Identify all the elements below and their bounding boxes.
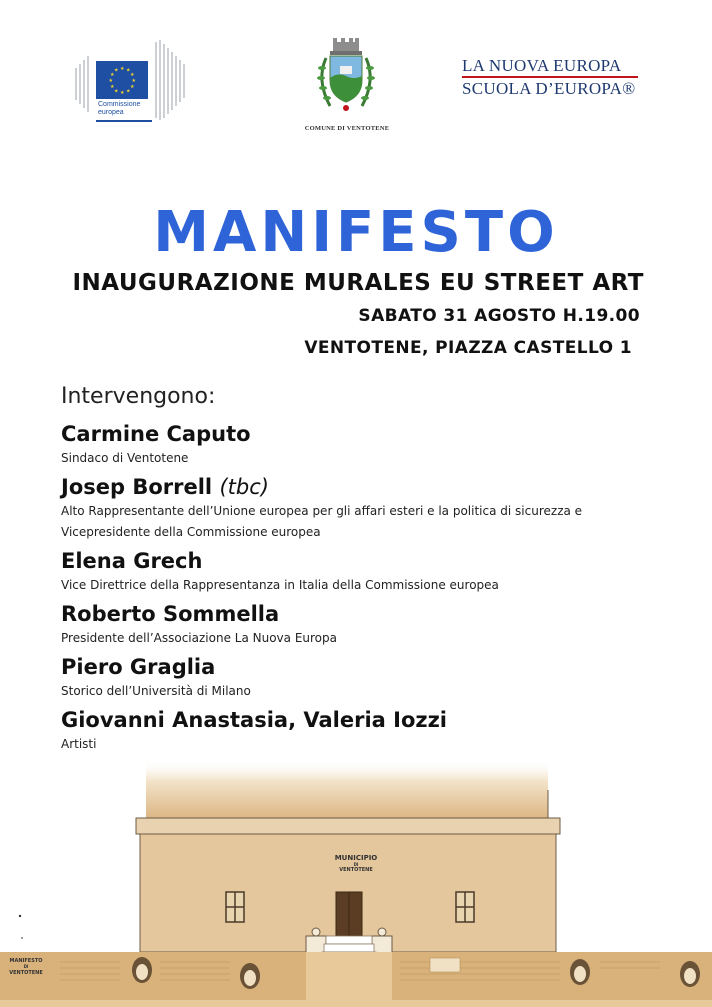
event-date: SABATO 31 AGOSTO H.19.00 [358,306,640,326]
speaker-item [61,600,661,649]
speaker-name: Piero Graglia [61,655,216,679]
speaker-role: Artisti [61,737,97,751]
speaker-name: Roberto Sommella [61,602,280,626]
crest-icon [308,36,384,126]
speaker-role: Alto Rappresentante dell’Unione europea per gli affari esteri e la politica di sicurezza e Vicepresidente della Commissione europea [61,504,583,539]
svg-text:★: ★ [110,72,115,78]
speaker-item [61,473,661,543]
svg-text:★: ★ [131,78,136,84]
la-nuova-europa-logo [462,56,642,99]
svg-text:★: ★ [114,67,119,74]
event-location: VENTOTENE, PIAZZA CASTELLO 1 [304,338,632,358]
speaker-item [61,547,661,596]
lne-red-bar [462,76,638,78]
comune-label: COMUNE DI VENTOTENE [304,125,390,132]
svg-text:★: ★ [120,66,125,72]
speaker-role: Storico dell’Università di Milano [61,684,251,698]
speaker-name: Carmine Caputo [61,422,251,446]
svg-text:★: ★ [130,72,135,78]
svg-text:★: ★ [110,84,115,90]
european-commission-logo [70,38,195,124]
ec-underline [96,120,152,122]
building-drawing [0,740,712,1007]
lne-subtitle: SCUOLA D’EUROPA® [462,79,636,98]
svg-text:★: ★ [114,88,119,95]
speakers-intro: Intervengono: [61,384,216,409]
municipio-plaque: MUNICIPIO DI VENTOTENE [334,854,378,873]
speaker-role: Vice Direttrice della Rappresentanza in Italia della Commissione europea [61,578,499,592]
speaker-name: Josep Borrell [61,475,213,499]
speaker-role: Presidente dell’Associazione La Nuova Europa [61,631,337,645]
speaker-item [61,653,661,702]
speakers-list [61,420,661,759]
speaker-note: (tbc) [219,475,269,499]
speaker-name: Elena Grech [61,549,203,573]
svg-text:★: ★ [120,90,125,96]
svg-text:★: ★ [126,88,131,95]
municipio-building-illustration [0,740,712,1007]
event-subtitle: INAUGURAZIONE MURALES EU STREET ART [72,270,644,296]
page-title: MANIFESTO [153,200,559,265]
speaker-role: Sindaco di Ventotene [61,451,189,465]
svg-text:★: ★ [126,67,131,74]
comune-crest-logo [304,36,390,136]
speaker-name-row [61,473,661,501]
speaker-item [61,420,661,469]
svg-text:★: ★ [130,84,135,90]
eu-flag-icon [96,61,148,99]
lne-title: LA NUOVA EUROPA [462,56,622,75]
mural-title: MANIFESTO DI VENTOTENE [9,958,43,976]
speaker-name: Giovanni Anastasia, Valeria Iozzi [61,708,448,732]
ec-label: Commissione europea [98,101,141,116]
svg-text:★: ★ [108,78,113,84]
